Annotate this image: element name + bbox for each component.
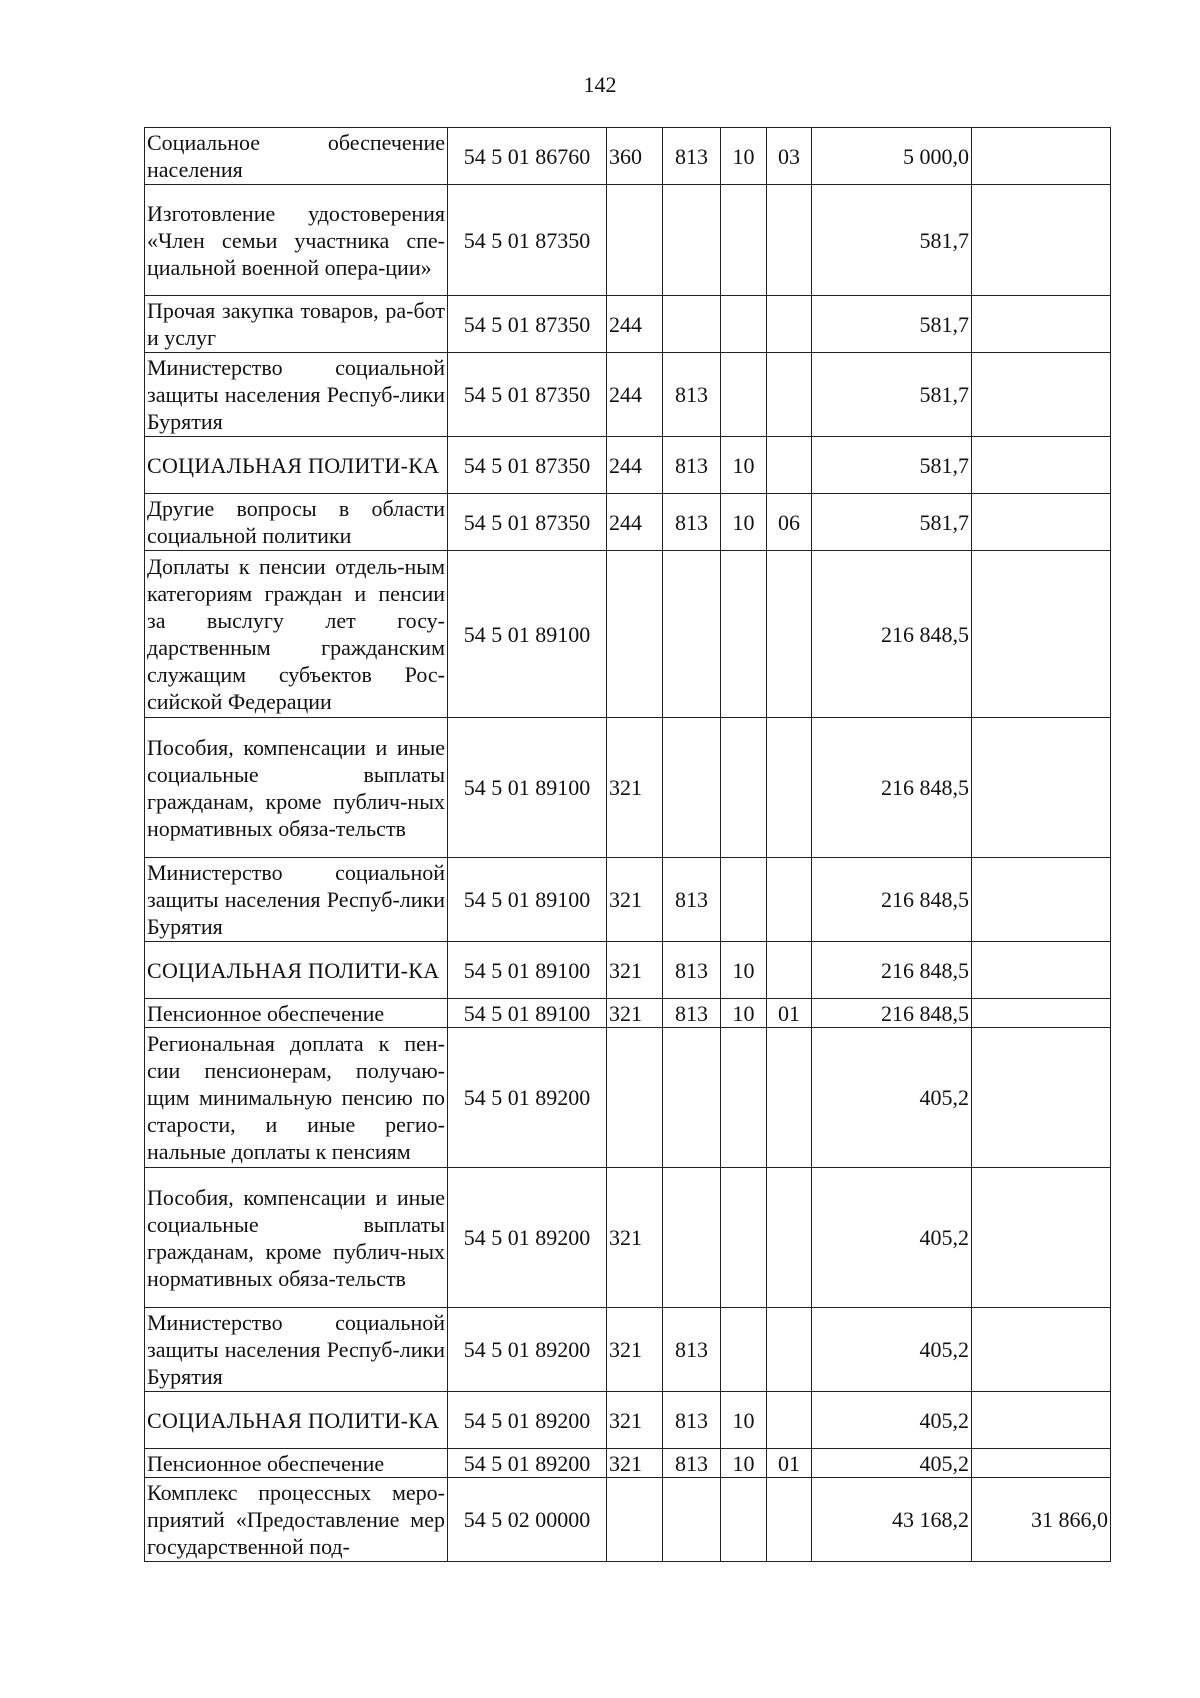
table-row: [145, 1168, 1111, 1308]
row-amount-2: 31 866,0: [972, 1478, 1111, 1562]
row-target-code: 54 5 01 87350: [448, 437, 607, 494]
row-name: Министерство социальной защиты населения Респуб-лики Бурятия: [145, 1308, 448, 1392]
row-amount-2: [972, 128, 1111, 185]
row-expense-type: 244: [607, 494, 663, 551]
row-amount: 581,7: [812, 494, 972, 551]
row-expense-type: 321: [607, 942, 663, 999]
row-amount-2: [972, 942, 1111, 999]
row-subsection: 03: [767, 128, 812, 185]
row-target-code: 54 5 01 87350: [448, 494, 607, 551]
page-number: 142: [583, 72, 617, 97]
row-name: Министерство социальной защиты населения Респуб-лики Бурятия: [145, 353, 448, 437]
table-row: [145, 1449, 1111, 1478]
row-administrator: 813: [663, 942, 721, 999]
row-subsection: [767, 185, 812, 296]
row-amount: 405,2: [812, 1028, 972, 1168]
table-row: [145, 437, 1111, 494]
row-expense-type: 244: [607, 353, 663, 437]
row-section: 10: [721, 437, 767, 494]
row-administrator: [663, 296, 721, 353]
row-amount: 43 168,2: [812, 1478, 972, 1562]
row-amount: 5 000,0: [812, 128, 972, 185]
row-section: 10: [721, 942, 767, 999]
row-amount-2: [972, 858, 1111, 942]
row-expense-type: 360: [607, 128, 663, 185]
row-section: [721, 858, 767, 942]
row-subsection: [767, 942, 812, 999]
row-section: 10: [721, 1392, 767, 1449]
row-target-code: 54 5 01 89200: [448, 1308, 607, 1392]
row-expense-type: 321: [607, 1168, 663, 1308]
row-section: [721, 296, 767, 353]
row-subsection: [767, 437, 812, 494]
row-administrator: 813: [663, 999, 721, 1028]
row-expense-type: 321: [607, 858, 663, 942]
table-row: [145, 1392, 1111, 1449]
row-target-code: 54 5 01 89100: [448, 858, 607, 942]
table-row: [145, 1028, 1111, 1168]
row-section: 10: [721, 494, 767, 551]
table-row: [145, 999, 1111, 1028]
row-expense-type: 244: [607, 437, 663, 494]
row-administrator: 813: [663, 437, 721, 494]
row-name: Пособия, компенсации и иные социальные выплаты гражданам, кроме публич-ных нормативных обяза-тельств: [145, 1168, 448, 1308]
row-expense-type: [607, 1028, 663, 1168]
row-administrator: 813: [663, 1308, 721, 1392]
table-row: [145, 1308, 1111, 1392]
row-amount-2: [972, 296, 1111, 353]
row-amount-2: [972, 1028, 1111, 1168]
row-expense-type: [607, 185, 663, 296]
row-expense-type: [607, 1478, 663, 1562]
row-section: [721, 1478, 767, 1562]
row-amount: 405,2: [812, 1449, 972, 1478]
row-amount-2: [972, 353, 1111, 437]
row-administrator: 813: [663, 1392, 721, 1449]
row-target-code: 54 5 01 89200: [448, 1028, 607, 1168]
row-administrator: [663, 185, 721, 296]
table-row: [145, 353, 1111, 437]
row-target-code: 54 5 01 89100: [448, 999, 607, 1028]
row-expense-type: 321: [607, 999, 663, 1028]
row-administrator: 813: [663, 1449, 721, 1478]
table-row: [145, 185, 1111, 296]
row-subsection: [767, 1028, 812, 1168]
row-amount: 405,2: [812, 1308, 972, 1392]
row-subsection: [767, 1168, 812, 1308]
row-target-code: 54 5 01 89200: [448, 1449, 607, 1478]
row-section: [721, 1028, 767, 1168]
row-subsection: 01: [767, 999, 812, 1028]
row-name: Изготовление удостоверения «Член семьи участника спе-циальной военной опера-ции»: [145, 185, 448, 296]
row-name: Доплаты к пенсии отдель-ным категориям граждан и пенсии за выслугу лет госу-дарственным гражданским служащим субъектов Рос-сийской Федерации: [145, 551, 448, 718]
row-section: 10: [721, 128, 767, 185]
row-administrator: 813: [663, 494, 721, 551]
row-target-code: 54 5 02 00000: [448, 1478, 607, 1562]
row-amount-2: [972, 1449, 1111, 1478]
row-subsection: 01: [767, 1449, 812, 1478]
row-amount: 216 848,5: [812, 858, 972, 942]
row-amount: 581,7: [812, 437, 972, 494]
table-row: [145, 1478, 1111, 1562]
row-administrator: 813: [663, 858, 721, 942]
row-section: [721, 353, 767, 437]
table-row: [145, 128, 1111, 185]
row-section: [721, 718, 767, 858]
row-amount-2: [972, 1392, 1111, 1449]
row-amount: 581,7: [812, 185, 972, 296]
row-subsection: [767, 1392, 812, 1449]
row-name: Региональная доплата к пен-сии пенсионерам, получаю-щим минимальную пенсию по старости, и иные регио-нальные доплаты к пенсиям: [145, 1028, 448, 1168]
row-expense-type: 321: [607, 1308, 663, 1392]
row-subsection: [767, 1478, 812, 1562]
row-target-code: 54 5 01 86760: [448, 128, 607, 185]
row-amount: 581,7: [812, 353, 972, 437]
row-target-code: 54 5 01 89100: [448, 551, 607, 718]
row-name: Другие вопросы в области социальной политики: [145, 494, 448, 551]
row-subsection: 06: [767, 494, 812, 551]
row-target-code: 54 5 01 89100: [448, 942, 607, 999]
row-administrator: 813: [663, 353, 721, 437]
row-subsection: [767, 858, 812, 942]
row-expense-type: 244: [607, 296, 663, 353]
row-expense-type: 321: [607, 718, 663, 858]
row-amount-2: [972, 185, 1111, 296]
row-name: Социальное обеспечение населения: [145, 128, 448, 185]
row-amount-2: [972, 999, 1111, 1028]
row-name: Прочая закупка товаров, ра-бот и услуг: [145, 296, 448, 353]
row-subsection: [767, 551, 812, 718]
row-amount: 216 848,5: [812, 718, 972, 858]
row-target-code: 54 5 01 87350: [448, 353, 607, 437]
row-amount: 216 848,5: [812, 999, 972, 1028]
row-amount-2: [972, 1308, 1111, 1392]
row-amount: 405,2: [812, 1168, 972, 1308]
row-subsection: [767, 296, 812, 353]
row-section: [721, 1168, 767, 1308]
table-row: [145, 858, 1111, 942]
row-section: 10: [721, 1449, 767, 1478]
row-amount-2: [972, 718, 1111, 858]
row-administrator: 813: [663, 128, 721, 185]
table-row: [145, 718, 1111, 858]
row-target-code: 54 5 01 89100: [448, 718, 607, 858]
row-subsection: [767, 718, 812, 858]
row-expense-type: 321: [607, 1449, 663, 1478]
row-amount: 216 848,5: [812, 942, 972, 999]
table-row: [145, 942, 1111, 999]
table-row: [145, 494, 1111, 551]
row-amount: 405,2: [812, 1392, 972, 1449]
row-amount-2: [972, 494, 1111, 551]
row-administrator: [663, 718, 721, 858]
table-row: [145, 296, 1111, 353]
row-amount: 216 848,5: [812, 551, 972, 718]
row-subsection: [767, 1308, 812, 1392]
row-amount-2: [972, 1168, 1111, 1308]
row-name: СОЦИАЛЬНАЯ ПОЛИТИ-КА: [145, 942, 448, 999]
row-administrator: [663, 551, 721, 718]
row-administrator: [663, 1028, 721, 1168]
row-administrator: [663, 1168, 721, 1308]
row-section: [721, 551, 767, 718]
row-name: Министерство социальной защиты населения Респуб-лики Бурятия: [145, 858, 448, 942]
row-name: СОЦИАЛЬНАЯ ПОЛИТИ-КА: [145, 437, 448, 494]
row-expense-type: 321: [607, 1392, 663, 1449]
row-name: Пособия, компенсации и иные социальные выплаты гражданам, кроме публич-ных нормативных обяза-тельств: [145, 718, 448, 858]
row-section: 10: [721, 999, 767, 1028]
row-target-code: 54 5 01 87350: [448, 296, 607, 353]
row-target-code: 54 5 01 87350: [448, 185, 607, 296]
row-administrator: [663, 1478, 721, 1562]
row-section: [721, 1308, 767, 1392]
row-target-code: 54 5 01 89200: [448, 1392, 607, 1449]
row-expense-type: [607, 551, 663, 718]
row-name: Пенсионное обеспечение: [145, 1449, 448, 1478]
row-section: [721, 185, 767, 296]
row-target-code: 54 5 01 89200: [448, 1168, 607, 1308]
row-name: СОЦИАЛЬНАЯ ПОЛИТИ-КА: [145, 1392, 448, 1449]
row-amount: 581,7: [812, 296, 972, 353]
row-name: Комплекс процессных меро-приятий «Предоставление мер государственной под-: [145, 1478, 448, 1562]
row-subsection: [767, 353, 812, 437]
row-amount-2: [972, 437, 1111, 494]
budget-table: [144, 127, 1111, 1562]
row-amount-2: [972, 551, 1111, 718]
row-name: Пенсионное обеспечение: [145, 999, 448, 1028]
table-row: [145, 551, 1111, 718]
